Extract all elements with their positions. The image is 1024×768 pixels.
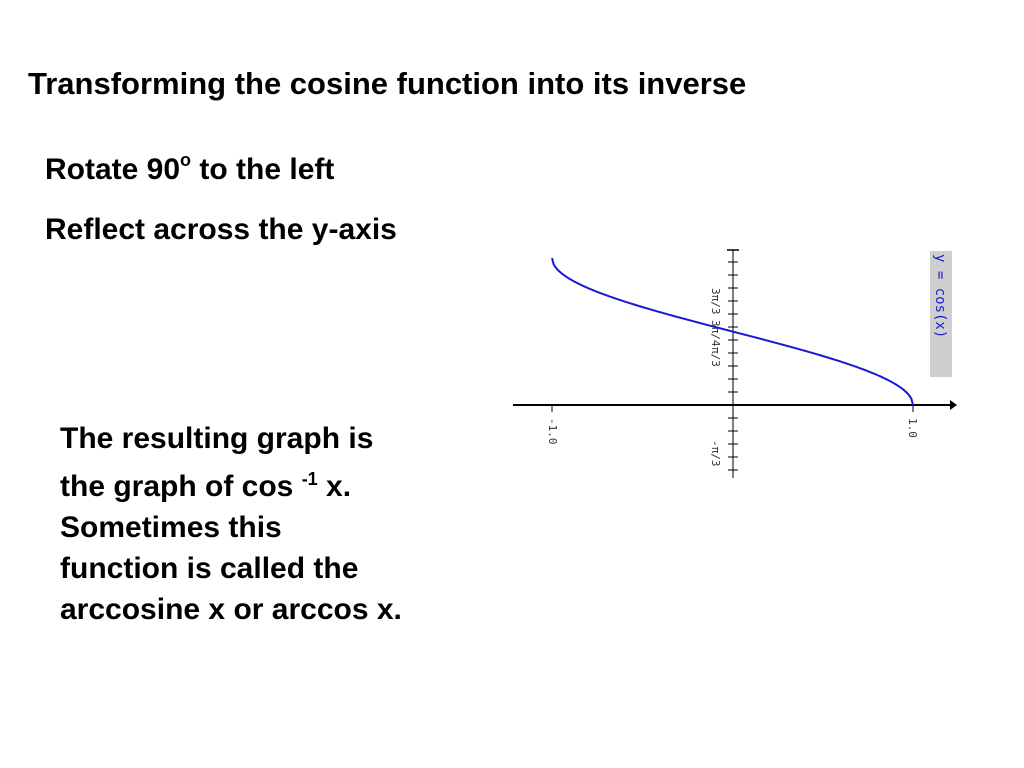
arccos-graph bbox=[505, 240, 965, 490]
explanation-line-2 bbox=[60, 459, 460, 507]
explanation-line-5: arccosine x or arccos x. bbox=[60, 593, 402, 626]
y-tick-label-3pi4: 3π/4 bbox=[709, 320, 722, 347]
legend bbox=[930, 251, 952, 377]
explanation-line-4: function is called the bbox=[60, 552, 359, 585]
y-tick-label-3pi3: 3π/3 bbox=[709, 288, 722, 315]
explanation-line-2-suffix: x. bbox=[317, 470, 352, 503]
inverse-superscript: -1 bbox=[301, 469, 318, 489]
explanation-text bbox=[60, 418, 460, 630]
rotate-step-suffix: to the left bbox=[191, 153, 335, 186]
degree-superscript: o bbox=[180, 150, 192, 170]
explanation-line-3: Sometimes this bbox=[60, 511, 282, 544]
rotate-step-prefix: Rotate 90 bbox=[45, 153, 181, 186]
reflect-step: Reflect across the y-axis bbox=[45, 213, 397, 246]
explanation-line-2-prefix: the graph of cos bbox=[60, 470, 302, 503]
y-tick-label-pi3: π/3 bbox=[709, 347, 722, 367]
x-axis-arrow bbox=[950, 400, 957, 410]
legend-label: y = cos(x) bbox=[932, 254, 948, 339]
rotate-step bbox=[45, 152, 334, 187]
slide-title: Transforming the cosine function into its inverse bbox=[28, 66, 747, 101]
y-tick-label-neg-pi3: -π/3 bbox=[709, 440, 722, 467]
x-tick-label-right: 1.0 bbox=[906, 418, 919, 438]
x-tick-label-left: -1.0 bbox=[546, 418, 559, 445]
explanation-line-1: The resulting graph is bbox=[60, 422, 374, 455]
